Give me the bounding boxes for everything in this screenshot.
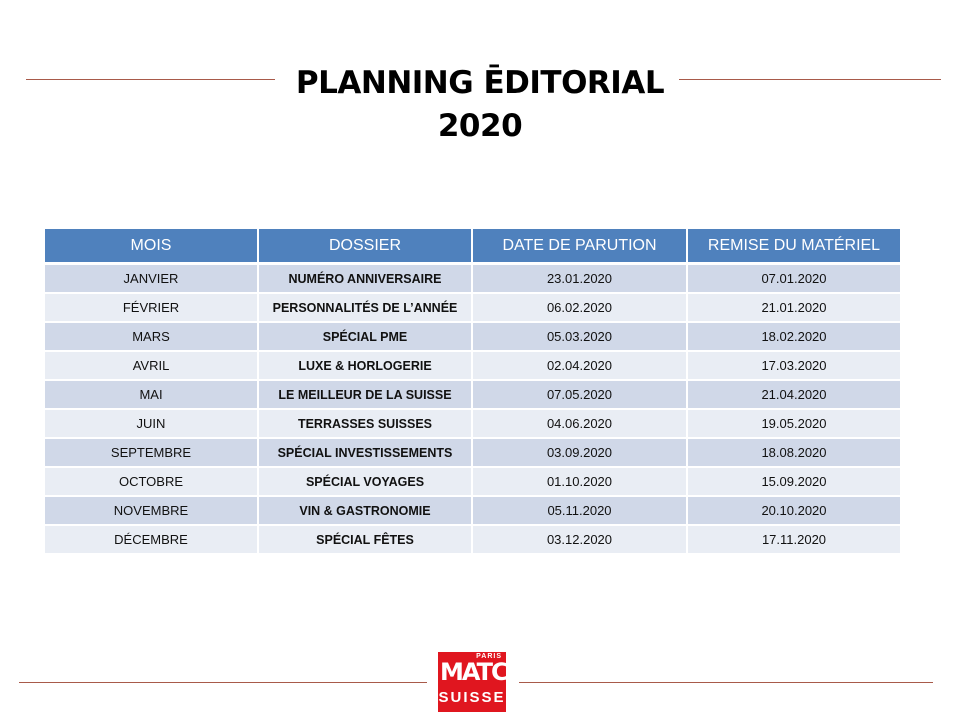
table-header-row (45, 229, 900, 264)
cell-dossier: SPÉCIAL PME (258, 322, 472, 351)
table-row (45, 351, 900, 380)
cell-remise-materiel: 21.04.2020 (687, 380, 900, 409)
cell-remise-materiel: 20.10.2020 (687, 496, 900, 525)
cell-date-parution: 04.06.2020 (472, 409, 687, 438)
footer-rule-left (19, 682, 427, 683)
table-row (45, 380, 900, 409)
cell-remise-materiel: 07.01.2020 (687, 264, 900, 294)
cell-date-parution: 03.12.2020 (472, 525, 687, 554)
cell-dossier: VIN & GASTRONOMIE (258, 496, 472, 525)
table-row (45, 525, 900, 554)
table-row (45, 438, 900, 467)
cell-dossier: SPÉCIAL INVESTISSEMENTS (258, 438, 472, 467)
cell-remise-materiel: 15.09.2020 (687, 467, 900, 496)
page-title-year: 2020 (437, 108, 523, 144)
cell-mois: AVRIL (45, 351, 258, 380)
table-row (45, 322, 900, 351)
table-row (45, 496, 900, 525)
cell-mois: DÉCEMBRE (45, 525, 258, 554)
cell-date-parution: 23.01.2020 (472, 264, 687, 294)
logo-suisse-text: SUISSE (438, 689, 506, 706)
cell-dossier: PERSONNALITÉS DE L’ANNÉE (258, 293, 472, 322)
cell-date-parution: 05.03.2020 (472, 322, 687, 351)
cell-remise-materiel: 19.05.2020 (687, 409, 900, 438)
cell-dossier: LE MEILLEUR DE LA SUISSE (258, 380, 472, 409)
cell-date-parution: 02.04.2020 (472, 351, 687, 380)
cell-mois: NOVEMBRE (45, 496, 258, 525)
cell-mois: JANVIER (45, 264, 258, 294)
table-row (45, 467, 900, 496)
cell-mois: OCTOBRE (45, 467, 258, 496)
cell-remise-materiel: 17.11.2020 (687, 525, 900, 554)
cell-remise-materiel: 18.02.2020 (687, 322, 900, 351)
cell-date-parution: 06.02.2020 (472, 293, 687, 322)
editorial-planning-table (45, 229, 900, 555)
cell-mois: MAI (45, 380, 258, 409)
cell-date-parution: 01.10.2020 (472, 467, 687, 496)
cell-dossier: SPÉCIAL FÊTES (258, 525, 472, 554)
table-row (45, 264, 900, 294)
cell-remise-materiel: 17.03.2020 (687, 351, 900, 380)
title-rule-left (26, 79, 275, 80)
table-row (45, 293, 900, 322)
cell-dossier: SPÉCIAL VOYAGES (258, 467, 472, 496)
paris-match-suisse-logo (438, 652, 525, 712)
cell-date-parution: 03.09.2020 (472, 438, 687, 467)
cell-mois: JUIN (45, 409, 258, 438)
column-header-dossier: DOSSIER (258, 229, 472, 264)
column-header-date-parution: DATE DE PARUTION (472, 229, 687, 264)
cell-date-parution: 07.05.2020 (472, 380, 687, 409)
column-header-remise-materiel: REMISE DU MATÉRIEL (687, 229, 900, 264)
logo-match-text: MATCH (440, 658, 525, 686)
cell-remise-materiel: 18.08.2020 (687, 438, 900, 467)
logo-paris-text: PARIS (476, 653, 502, 660)
cell-dossier: LUXE & HORLOGERIE (258, 351, 472, 380)
column-header-mois: MOIS (45, 229, 258, 264)
cell-mois: SEPTEMBRE (45, 438, 258, 467)
cell-remise-materiel: 21.01.2020 (687, 293, 900, 322)
footer-rule-right (519, 682, 933, 683)
cell-dossier: TERRASSES SUISSES (258, 409, 472, 438)
cell-dossier: NUMÉRO ANNIVERSAIRE (258, 264, 472, 294)
cell-mois: FÉVRIER (45, 293, 258, 322)
cell-date-parution: 05.11.2020 (472, 496, 687, 525)
table-row (45, 409, 900, 438)
cell-mois: MARS (45, 322, 258, 351)
title-rule-right (679, 79, 941, 80)
page-title: PLANNING ĒDITORIAL (295, 65, 665, 101)
